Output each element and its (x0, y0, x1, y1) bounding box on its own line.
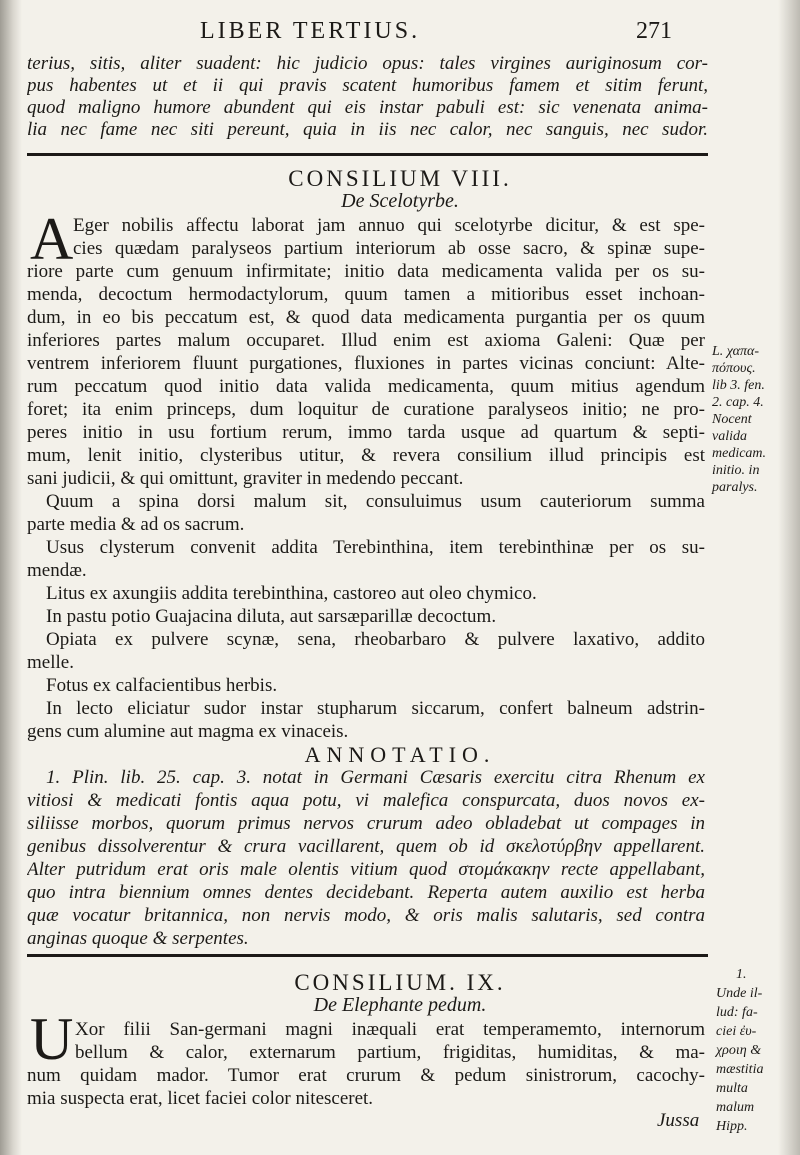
margin-note-line: Nocent (712, 412, 752, 427)
text-line: In pastu potio Guajacina diluta, aut sarsæparillæ decoctum. (46, 606, 497, 627)
margin-note-line: Hipp. (716, 1119, 748, 1134)
text-line: Opiata ex pulvere scynæ, sena, rheobarbaro & pulvere laxativo, addito (46, 629, 705, 650)
text-line: riore parte cum genuum infirmitate; initio data medicamenta valida per os su- (27, 261, 705, 282)
text-line: melle. (27, 652, 74, 673)
margin-note-line: malum (716, 1100, 755, 1115)
drop-capital: U (30, 1006, 74, 1072)
text-line: ventrem inferiorem fluunt purgationes, fluxiones in partes vicinas conciunt: Alte- (27, 353, 705, 374)
margin-note-line: initio. in (712, 463, 760, 478)
margin-note-line: paralys. (712, 480, 758, 495)
text-line: peres initio in usu fortium rerum, immo tarda usque ad quartum & septi- (27, 422, 705, 443)
text-line: bellum & calor, externarum partium, frigiditas, humiditas, & ma- (75, 1042, 705, 1063)
text-line: genibus dissolverentur & crura vacillarent, quem ob id σκελοτύρβην appellarent. (27, 836, 705, 857)
margin-note-line: χροιη & (716, 1043, 762, 1058)
drop-capital: A (30, 206, 74, 272)
text-line: Fotus ex calfacientibus herbis. (46, 675, 278, 696)
annotation-heading: ANNOTATIO. (304, 742, 496, 767)
margin-note-line: 2. cap. 4. (712, 395, 764, 410)
margin-note-line: ciei ἐυ- (716, 1024, 757, 1039)
text-line: Quum a spina dorsi malum sit, consuluimus usum cauteriorum summa (46, 491, 705, 512)
section-rule (27, 954, 708, 957)
text-line: anginas quoque & serpentes. (27, 928, 249, 949)
section-subheading: De Elephante pedum. (313, 994, 487, 1016)
margin-note-line: medicam. (712, 446, 767, 461)
text-line: cies quædam paralyseos partium interiorum ab osse sacro, & spinæ supe- (73, 238, 705, 259)
text-line: mendæ. (27, 560, 87, 581)
text-line: quod maligno humore abundent qui eis instar pabuli est: sic venenata anima- (27, 97, 708, 118)
margin-note-line: multa (716, 1081, 748, 1096)
text-line: gens cum alumine aut magma ex vinaceis. (27, 721, 349, 742)
section-heading: CONSILIUM. IX. (294, 970, 506, 995)
section-rule (27, 153, 708, 156)
text-line: quo intra biennium omnes dentes decidebant. Reperta autem auxilio est herba (27, 882, 705, 903)
text-line: inferiores partes malum occuparet. Illud enim est axioma Galeni: Quæ per (27, 330, 705, 351)
margin-note-line: 1. (736, 967, 747, 982)
text-line: foret; ita enim princeps, dum loquitur de curatione paralyseos initio; ne pro- (27, 399, 705, 420)
text-line: 1. Plin. lib. 25. cap. 3. notat in Germani Cæsaris exercitu citra Rhenum ex (46, 767, 705, 788)
text-line: Usus clysterum convenit addita Terebinthina, item terebinthinæ per os su- (46, 537, 705, 558)
margin-note-line: Unde il- (716, 986, 763, 1001)
section-heading: CONSILIUM VIII. (288, 166, 512, 191)
text-line: Alter putridum erat oris male olentis vitium quod στομάκακην recte appellabant, (27, 859, 705, 880)
text-line: dum, in eo bis peccatum est, & quod data medicamenta purgantia per os quum (27, 307, 705, 328)
text-line: pus habentes ut et ii qui pravis scatent humoribus famem et sitim ferunt, (27, 75, 708, 96)
margin-note-line: valida (712, 429, 747, 444)
margin-note-line: L. χαπα- (712, 344, 760, 359)
margin-note-line: πόπους. (712, 361, 756, 376)
page-header (0, 18, 800, 48)
text-line: parte media & ad os sacrum. (27, 514, 245, 535)
margin-note-line: lud: fa- (716, 1005, 758, 1020)
text-line: lia nec fame nec siti pereunt, quia in iis nec calor, nec sanguis, nec sudor. (27, 119, 708, 140)
text-line: num quidam mador. Tumor erat crurum & pedum sinistrorum, cacochy- (27, 1065, 705, 1086)
margin-note-line: mæstitia (716, 1062, 764, 1077)
text-line: rum peccatum quod initio data valida medicamenta, quum mitius agendum (27, 376, 705, 397)
text-line: siliisse morbos, quorum primus nervos crurum adeo obladebat ut compages in (27, 813, 705, 834)
text-line: vitiosi & medicati fontis aqua potu, vi malefica conspurcata, duos novos ex- (27, 790, 705, 811)
text-line: In lecto eliciatur sudor instar stupharum siccarum, confert balneum adstrin- (46, 698, 705, 719)
text-line: Litus ex axungiis addita terebinthina, castoreo aut oleo chymico. (46, 583, 537, 604)
text-line: Xor filii San-germani magni inæquali erat temperamemto, internorum (75, 1019, 705, 1040)
text-line: mum, lenit initio, clysteribus utitur, & revera consilium illud principis est (27, 445, 705, 466)
running-title: LIBER TERTIUS. (200, 18, 421, 44)
section-subheading: De Scelotyrbe. (341, 190, 459, 212)
text-line: mia suspecta erat, licet faciei color nitesceret. (27, 1088, 374, 1109)
text-line: menda, decoctum hermodactylorum, quum tamen a mitioribus esset inchoan- (27, 284, 705, 305)
margin-note-line: lib 3. fen. (712, 378, 765, 393)
text-line: Eger nobilis affectu laborat jam annuo qui scelotyrbe dicitur, & est spe- (73, 215, 705, 236)
text-line: terius, sitis, aliter suadent: hic judicio opus: tales virgines auriginosum cor- (27, 53, 708, 74)
catchword: Jussa (657, 1110, 700, 1131)
page-number: 271 (636, 18, 672, 44)
text-line: sani judicii, & qui omittunt, graviter in medendo peccant. (27, 468, 464, 489)
text-line: quæ vocatur britannica, non nervis modo, & oris malis salutaris, sed contra (27, 905, 705, 926)
